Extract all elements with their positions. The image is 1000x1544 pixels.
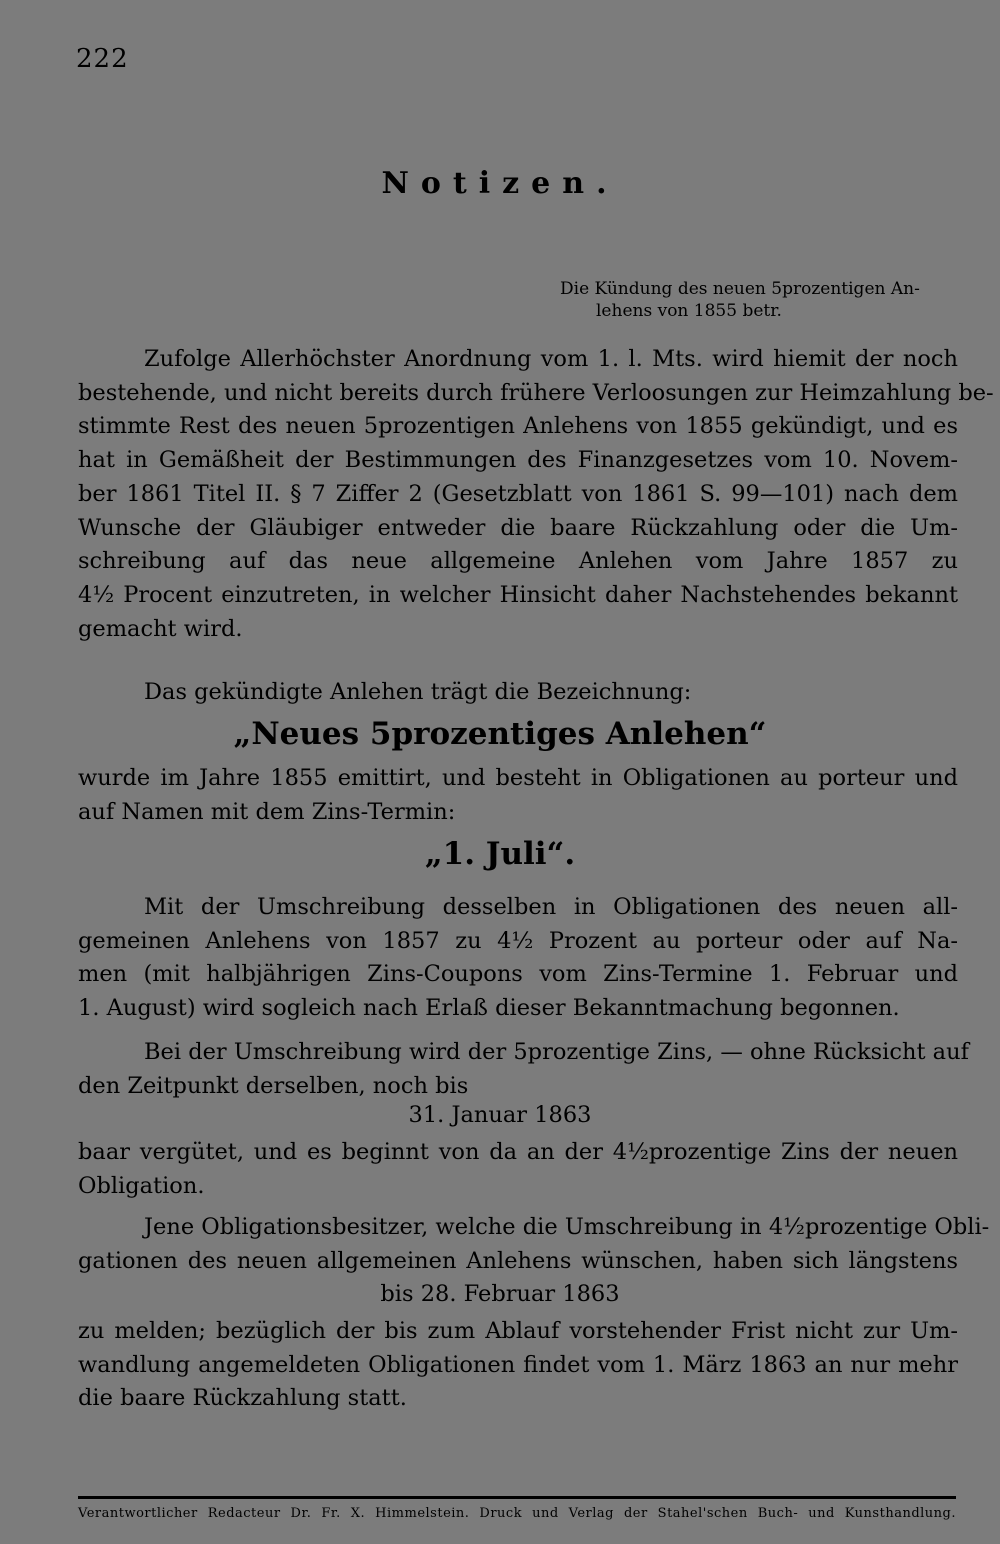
text-line: zu melden; bezüglich der bis zum Ablauf vorstehender Frist nicht zur Um- (78, 1318, 958, 1344)
loan-name-heading: „Neues 5prozentiges Anlehen“ (233, 716, 767, 752)
text-line: wandlung angemeldeten Obligationen findet vom 1. März 1863 an nur mehr (78, 1351, 958, 1378)
text-line: Jene Obligationsbesitzer, welche die Umschreibung in 4½prozentige Obli- (144, 1214, 990, 1240)
text-line: die baare Rückzahlung statt. (78, 1385, 407, 1412)
paragraph-designation-intro (78, 676, 958, 710)
paragraph-deadline-rest (78, 1315, 958, 1416)
paragraph-designation (78, 762, 958, 829)
margin-note (560, 278, 960, 322)
page-number: 222 (76, 44, 129, 74)
text-line: wurde im Jahre 1855 emittirt, und besteht in Obligationen au porteur und (78, 765, 958, 791)
date-january: 31. Januar 1863 (408, 1102, 592, 1128)
text-line: stimmte Rest des neuen 5prozentigen Anlehens von 1855 gekündigt, und es (78, 413, 958, 440)
text-line: auf Namen mit dem Zins-Termin: (78, 798, 456, 825)
margin-note-line: Die Kündung des neuen 5prozentigen An- (560, 279, 920, 299)
margin-note-line: lehens von 1855 betr. (596, 301, 782, 321)
text-line: 4½ Procent einzutreten, in welcher Hinsicht daher Nachstehendes bekannt (78, 581, 958, 608)
text-line: Wunsche der Gläubiger entweder die baare Rückzahlung oder die Um- (78, 514, 958, 541)
paragraph-interest (78, 1036, 969, 1103)
section-title: Notizen. (381, 166, 619, 201)
text-line: ber 1861 Titel II. § 7 Ziffer 2 (Gesetzblatt von 1861 S. 99—101) nach dem (78, 480, 958, 507)
imprint-footer: Verantwortlicher Redacteur Dr. Fr. X. Himmelstein. Druck und Verlag der Stahel'schen Buch- und Kunsthandlung. (78, 1506, 956, 1521)
text-line: bestehende, und nicht bereits durch frühere Verloosungen zur Heimzahlung be- (78, 379, 994, 406)
paragraph-deadline (78, 1211, 990, 1278)
text-line: 1. August) wird sogleich nach Erlaß dieser Bekanntmachung begonnen. (78, 995, 900, 1022)
text-line: gemeinen Anlehens von 1857 zu 4½ Prozent au porteur oder auf Na- (78, 927, 958, 954)
date-february: bis 28. Februar 1863 (380, 1281, 620, 1307)
text-line: gationen des neuen allgemeinen Anlehens wünschen, haben sich längstens (78, 1247, 958, 1274)
paragraph-conversion (78, 891, 958, 1026)
text-line: den Zeitpunkt derselben, noch bis (78, 1072, 469, 1099)
text-line: Mit der Umschreibung desselben in Obligationen des neuen all- (144, 894, 958, 920)
text-line: men (mit halbjährigen Zins-Coupons vom Zins-Termine 1. Februar und (78, 961, 958, 988)
text-line: Zufolge Allerhöchster Anordnung vom 1. l. Mts. wird hiemit der noch (144, 346, 958, 372)
text-line: schreibung auf das neue allgemeine Anlehen vom Jahre 1857 zu (78, 548, 958, 575)
text-line: gemacht wird. (78, 615, 243, 642)
text-line: baar vergütet, und es beginnt von da an der 4½prozentige Zins der neuen (78, 1139, 958, 1165)
paragraph-interest-rest (78, 1136, 958, 1203)
text-line: Bei der Umschreibung wird der 5prozentige Zins, — ohne Rücksicht auf (144, 1039, 969, 1065)
text-line: hat in Gemäßheit der Bestimmungen des Finanzgesetzes vom 10. Novem- (78, 447, 958, 474)
interest-date-heading: „1. Juli“. (424, 836, 576, 872)
paragraph-announcement (78, 343, 994, 646)
text-line: Das gekündigte Anlehen trägt die Bezeichnung: (144, 679, 692, 705)
text-line: Obligation. (78, 1172, 205, 1199)
footer-rule (78, 1496, 956, 1499)
